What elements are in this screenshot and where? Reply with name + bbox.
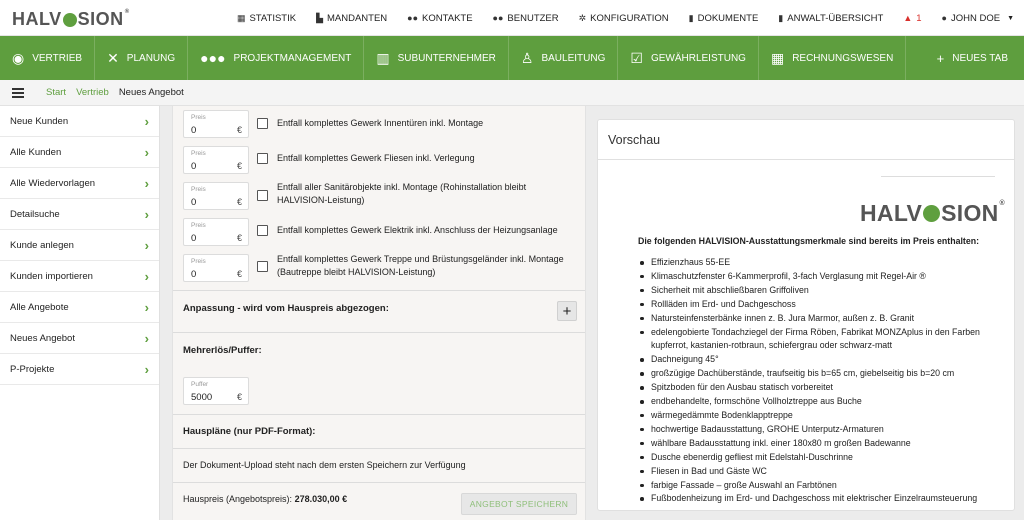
logo-text-start: HALV: [12, 9, 62, 29]
module-planung[interactable]: [95, 36, 188, 80]
list-item: Sicherheit mit abschließbaren Griffoliven: [638, 284, 1008, 298]
hauspreis-section: [173, 482, 586, 520]
price-input-value: 0: [191, 197, 197, 208]
logo-circle-icon: [923, 205, 940, 222]
hauspreis-line: [183, 494, 347, 504]
list-item: farbige Fassade – große Auswahl an Farbtönen: [638, 479, 1008, 493]
sidebar-item-label: Kunden importieren: [10, 270, 93, 282]
sidebar-item-neues-angebot[interactable]: [0, 323, 159, 354]
topnav-kontakte[interactable]: [397, 13, 482, 24]
list-item: wärmegedämmte Bodenklapptreppe: [638, 409, 1008, 423]
upload-section: [173, 448, 586, 482]
module-label: GEWÄHRLEISTUNG: [650, 52, 746, 64]
module-label: PLANUNG: [126, 52, 176, 64]
sidebar-item-label: Detailsuche: [10, 208, 60, 220]
logo-registered-mark: ®: [999, 200, 1006, 207]
topnav-label: ANWALT-ÜBERSICHT: [787, 12, 884, 24]
list-item: großzügige Dachüberstände, traufseitig bis b=65 cm, giebelseitig bis b=20 cm: [638, 367, 1008, 381]
sidebar-item-label: Alle Kunden: [10, 146, 62, 158]
chevron-right-icon: ›: [144, 268, 149, 284]
topnav-label: KONFIGURATION: [590, 12, 669, 24]
plus-icon: +: [936, 50, 945, 66]
chevron-right-icon: ›: [144, 144, 149, 160]
worker-icon: ♙: [520, 49, 534, 66]
option-label: Entfall komplettes Gewerk Elektrik inkl. Anschluss der Heizungsanlage: [277, 225, 558, 235]
list-item: Fliesen in Bad und Gäste WC: [638, 465, 1008, 479]
upload-note: Der Dokument-Upload steht nach dem ersten Speichern zur Verfügung: [183, 460, 466, 470]
breadcrumb-current: Neues Angebot: [118, 87, 184, 98]
notifications-count: 1: [916, 12, 922, 24]
list-item: wählbare Badausstattung inkl. einer 180x80 m großen Badewanne: [638, 437, 1008, 451]
new-tab-label: NEUES TAB: [952, 52, 1008, 64]
topnav-label: STATISTIK: [249, 12, 297, 24]
option-label: Entfall komplettes Gewerk Fliesen inkl. Verlegung: [277, 153, 475, 163]
topnav-anwalt-uebersicht[interactable]: [768, 13, 893, 24]
module-projektmanagement[interactable]: [188, 36, 364, 80]
topnav-mandanten[interactable]: [306, 13, 397, 24]
price-input-label: Preis: [191, 114, 206, 121]
list-item: Dusche ebenerdig gefliest mit Edelstahl-Duschrinne: [638, 451, 1008, 465]
sidebar-item-kunde-anlegen[interactable]: [0, 230, 159, 261]
option-label: Entfall komplettes Gewerk Treppe und Brüstungsgeländer inkl. Montage (Bautreppe bleibt HALVISION-Leistung): [277, 254, 564, 277]
currency-symbol: €: [236, 392, 242, 402]
checklist-icon: ☑: [630, 49, 643, 66]
sidebar-item-detailsuche[interactable]: [0, 199, 159, 230]
price-input[interactable]: [183, 110, 249, 138]
sidebar-item-label: P-Projekte: [10, 363, 55, 375]
users-icon: ●●: [407, 13, 419, 23]
chevron-right-icon: ›: [144, 113, 149, 129]
list-item: Klimaschutzfenster 6-Kammerprofil, 3-fach Verglasung mit Regel-Air ®: [638, 270, 1008, 284]
module-label: SUBUNTERNEHMER: [397, 52, 496, 64]
topnav-statistik[interactable]: [227, 13, 306, 24]
logo-text-end: SION: [941, 200, 999, 226]
option-checkbox[interactable]: [257, 261, 268, 272]
section-title: Anpassung - wird vom Hauspreis abgezogen:: [183, 303, 389, 314]
chevron-right-icon: ›: [144, 330, 149, 346]
hausplaene-section: [173, 414, 586, 448]
plus-icon: +: [562, 302, 572, 320]
module-label: BAULEITUNG: [541, 52, 606, 64]
offer-form: [172, 106, 586, 520]
building-icon: ▥: [376, 49, 390, 66]
save-offer-button[interactable]: ANGEBOT SPEICHERN: [461, 493, 577, 515]
currency-symbol: €: [236, 125, 242, 135]
top-bar: [0, 0, 1024, 36]
users-icon: ●●: [492, 13, 504, 23]
bell-icon: ▲: [903, 13, 913, 23]
user-menu[interactable]: [932, 13, 1024, 24]
breadcrumb-vertrieb[interactable]: Vertrieb: [76, 87, 109, 98]
price-input-label: Preis: [191, 222, 206, 229]
price-input[interactable]: [183, 254, 249, 282]
user-name: JOHN DOE: [950, 12, 1001, 24]
currency-symbol: €: [236, 161, 242, 171]
breadcrumb-start[interactable]: Start: [46, 87, 67, 98]
chart-icon: ▦: [236, 12, 246, 23]
chevron-right-icon: ›: [144, 299, 149, 315]
people-icon: ●●●: [200, 50, 226, 66]
list-item: edelengobierte Tondachziegel der Firma Röben, Fabrikat MONZAplus in den Farben kupferrot, kastanien-rotbraun, schiefergrau oder schwarz-matt: [638, 326, 1008, 354]
logo-registered-mark: ®: [124, 9, 130, 15]
user-icon: ●: [941, 13, 947, 23]
price-input[interactable]: [183, 146, 249, 174]
gear-icon: ✲: [578, 12, 587, 23]
puffer-input-value: 5000: [191, 392, 213, 403]
new-tab-button[interactable]: [925, 36, 1024, 80]
menu-toggle-icon[interactable]: [12, 88, 24, 98]
document-icon: ▮: [778, 12, 784, 23]
anpassung-section: [173, 290, 586, 332]
option-checkbox[interactable]: [257, 190, 268, 201]
price-input-value: 0: [191, 161, 197, 172]
price-input-value: 0: [191, 269, 197, 280]
list-item: Natursteinfensterbänke innen z. B. Jura Marmor, außen z. B. Granit: [638, 312, 1008, 326]
breadcrumb: [0, 80, 1024, 106]
option-checkbox[interactable]: [257, 118, 268, 129]
currency-symbol: €: [236, 269, 242, 279]
currency-symbol: €: [236, 233, 242, 243]
module-nav: [0, 36, 1024, 80]
list-item: hochwertige Badausstattung, GROHE Unterputz-Armaturen: [638, 423, 1008, 437]
option-checkbox[interactable]: [257, 225, 268, 236]
sidebar-item-label: Alle Wiedervorlagen: [10, 177, 96, 189]
sidebar-item-label: Alle Angebote: [10, 301, 69, 313]
mehrerloes-section: [173, 332, 586, 418]
sidebar-item-p-projekte[interactable]: [0, 354, 159, 385]
option-label: Entfall komplettes Gewerk Innentüren inkl. Montage: [277, 118, 484, 128]
option-checkbox[interactable]: [257, 153, 268, 164]
sidebar-item-neue-kunden[interactable]: [0, 106, 159, 137]
option-label: Entfall aller Sanitärobjekte inkl. Montage (Rohinstallation bleibt HALVISION-Leistung): [277, 182, 527, 205]
module-label: PROJEKTMANAGEMENT: [233, 52, 352, 64]
preview-panel: [597, 119, 1015, 511]
sidebar-item-kunden-importieren[interactable]: [0, 261, 159, 292]
price-input[interactable]: [183, 218, 249, 246]
topnav-label: KONTAKTE: [422, 12, 473, 24]
price-input-label: Preis: [191, 150, 206, 157]
chevron-right-icon: ›: [144, 361, 149, 377]
list-item: Rollläden im Erd- und Dachgeschoss: [638, 298, 1008, 312]
module-bauleitung[interactable]: [509, 36, 618, 80]
sidebar-item-alle-kunden[interactable]: [0, 137, 159, 168]
add-anpassung-button[interactable]: [557, 301, 577, 321]
building-icon: ▙: [316, 12, 323, 23]
topnav-dokumente[interactable]: [679, 13, 769, 24]
module-gewaehrleistung[interactable]: [618, 36, 759, 80]
notifications-button[interactable]: [893, 13, 931, 24]
topnav-konfiguration[interactable]: [569, 13, 679, 24]
chevron-down-icon: ▼: [1007, 14, 1014, 22]
puffer-input[interactable]: [183, 377, 249, 405]
sidebar-item-label: Kunde anlegen: [10, 239, 74, 251]
topnav-label: DOKUMENTE: [697, 12, 759, 24]
logo-text-end: SION: [77, 9, 124, 29]
section-title: Mehrerlös/Puffer:: [183, 345, 262, 356]
tools-icon: ✕: [107, 49, 119, 66]
topnav-benutzer[interactable]: [483, 13, 569, 24]
hauspreis-label: Hauspreis (Angebotspreis):: [183, 494, 293, 504]
module-vertrieb[interactable]: [0, 36, 95, 80]
list-item: Spitzboden für den Ausbau statisch vorbereitet: [638, 381, 1008, 395]
price-input[interactable]: [183, 182, 249, 210]
hauspreis-value: 278.030,00 €: [294, 494, 348, 504]
sidebar: [0, 106, 160, 520]
preview-intro: Die folgenden HALVISION-Ausstattungsmerkmale sind bereits im Preis enthalten:: [638, 236, 980, 246]
sidebar-item-alle-angebote[interactable]: [0, 292, 159, 323]
topnav-label: MANDANTEN: [327, 12, 388, 24]
preview-title: Vorschau: [598, 120, 1014, 160]
module-subunternehmer[interactable]: [364, 36, 509, 80]
module-label: RECHNUNGSWESEN: [792, 52, 894, 64]
list-item: Effizienzhaus 55-EE: [638, 256, 1008, 270]
module-rechnungswesen[interactable]: [759, 36, 906, 80]
puffer-input-label: Puffer: [191, 381, 209, 388]
preview-divider: [881, 176, 995, 177]
chevron-right-icon: ›: [144, 237, 149, 253]
topnav-label: BENUTZER: [507, 12, 559, 24]
feature-list: [638, 256, 1008, 506]
logo-text-start: HALV: [860, 200, 923, 226]
sidebar-item-label: Neues Angebot: [10, 332, 75, 344]
chevron-right-icon: ›: [144, 175, 149, 191]
price-input-label: Preis: [191, 258, 206, 265]
price-input-label: Preis: [191, 186, 206, 193]
list-item: Fußbodenheizung im Erd- und Dachgeschoss mit elektrischer Einzelraumsteuerung: [638, 492, 1008, 506]
currency-symbol: €: [236, 197, 242, 207]
sidebar-item-label: Neue Kunden: [10, 115, 69, 127]
price-input-value: 0: [191, 233, 197, 244]
document-icon: ▮: [688, 12, 694, 23]
price-input-value: 0: [191, 125, 197, 136]
section-title: Hauspläne (nur PDF-Format):: [183, 426, 316, 437]
preview-logo: [860, 200, 1005, 227]
list-item: Dachneigung 45°: [638, 353, 1008, 367]
logo-circle-icon: [63, 13, 77, 27]
globe-icon: ◉: [12, 49, 25, 66]
grid-icon: ▦: [770, 49, 785, 66]
halvision-logo[interactable]: [12, 9, 130, 30]
list-item: endbehandelte, formschöne Vollholztreppe aus Buche: [638, 395, 1008, 409]
top-nav: [227, 0, 1024, 36]
chevron-right-icon: ›: [144, 206, 149, 222]
module-label: VERTRIEB: [32, 52, 83, 64]
sidebar-item-alle-wiedervorlagen[interactable]: [0, 168, 159, 199]
